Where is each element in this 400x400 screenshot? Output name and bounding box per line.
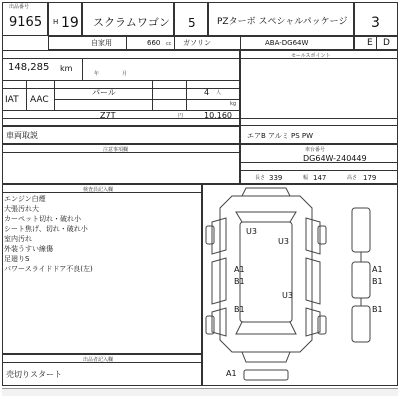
capacity: 4 (204, 88, 210, 97)
model-year: 19 (61, 15, 79, 31)
inspection-note: 室内汚れ (4, 235, 32, 243)
month-unit: 月 (122, 71, 128, 77)
mark-right-front-a1: A1 (372, 265, 383, 274)
inspection-note: カーペット切れ・破れ小 (4, 215, 81, 223)
seller-header: 出品者記入欄 (83, 357, 114, 363)
width-label: 幅 (303, 175, 309, 181)
mark-roof-rear-u3: U3 (278, 237, 289, 246)
mark-right-front-b1: B1 (372, 277, 383, 286)
mark-right-rear-b1: B1 (372, 305, 383, 314)
width-value: 147 (313, 174, 327, 182)
seller-note: 売切りスタート (6, 370, 62, 379)
grade: PZターボ スペシャルパッケージ (217, 17, 348, 27)
inspection-note: 外装うすい線傷 (4, 245, 53, 253)
displacement-unit: cc (166, 41, 172, 47)
mark-center-u3: U3 (282, 291, 293, 300)
year-era: H (53, 18, 59, 26)
shift-type: IAT (5, 95, 19, 105)
mark-left-front-b1: B1 (234, 277, 245, 286)
equipment-text: エアB アルミ PS PW (247, 132, 314, 140)
interior-grade: E (367, 38, 373, 48)
capacity-unit: 人 (216, 90, 222, 96)
color-number: Z7T (100, 111, 116, 120)
length-value: 339 (269, 174, 283, 182)
chassis-number: DG64W-240449 (303, 154, 367, 163)
chassis-label: 車台番号 (305, 147, 326, 153)
year-unit: 年 (94, 71, 100, 77)
rating: 3 (371, 15, 380, 31)
length-label: 長さ (255, 175, 266, 181)
mark-roof-front-u3: U3 (246, 227, 257, 236)
usage: 自家用 (91, 39, 112, 47)
mark-left-front-a1: A1 (234, 265, 245, 274)
aircon: AAC (30, 95, 49, 105)
exterior-color: パール (92, 88, 116, 97)
seller-box (2, 354, 202, 386)
caution-header: 注意事項欄 (103, 147, 129, 153)
notes-text: 車両取説 (6, 131, 38, 140)
lot-number-cell: 出品番号 9165 (2, 2, 48, 36)
doors: 5 (188, 16, 196, 30)
footer-strip (2, 388, 398, 396)
sales-point-label: セールスポイント (291, 53, 331, 59)
lot-number: 9165 (9, 15, 43, 30)
mileage: 148,285 (8, 62, 50, 73)
inspection-note: 大張汚れ大 (4, 205, 39, 213)
car-name: スクラムワゴン (93, 16, 170, 29)
inspection-note: シート焦げ、切れ・破れ小 (4, 225, 88, 233)
height-value: 179 (363, 174, 377, 182)
height-label: 高さ (347, 175, 358, 181)
kg-unit: kg (230, 101, 237, 107)
displacement: 660 (147, 39, 161, 47)
inspection-note: 足廻りS (4, 255, 30, 263)
mark-rear-a1: A1 (226, 369, 237, 378)
inspection-note: パワースライドドア不良(左) (4, 265, 93, 273)
fuel: ガソリン (183, 39, 211, 47)
mark-left-rear-b1: B1 (234, 305, 245, 314)
recycle-unit: 円 (178, 113, 184, 119)
inspection-note: エンジン白煙 (4, 195, 46, 203)
recycle-fee: 10,160 (204, 111, 232, 120)
inspection-header: 検査員記入欄 (83, 187, 114, 193)
mileage-unit: km (60, 64, 73, 73)
model-code: ABA-DG64W (265, 39, 309, 47)
exterior-grade: D (383, 38, 390, 48)
